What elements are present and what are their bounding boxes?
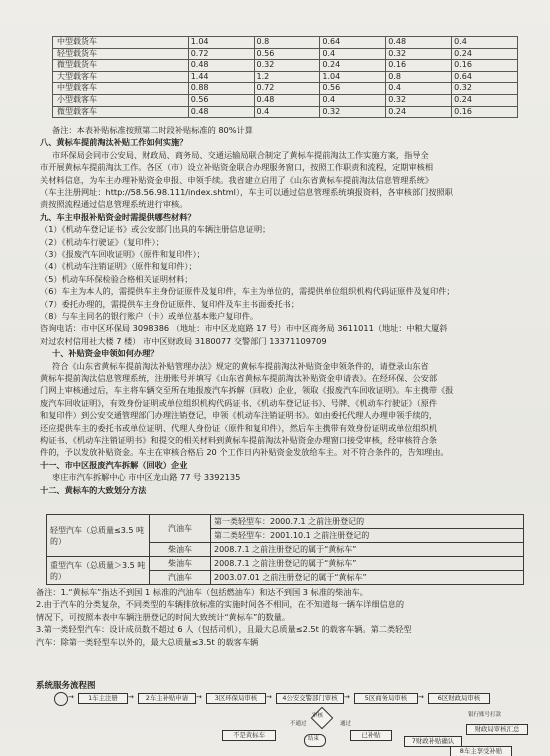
subsidy-value-cell: 0.72 (254, 83, 320, 95)
flow-step: 8车主享受补贴 (450, 746, 512, 756)
text-line: 枣庄市汽车拆解中心 市中区龙山路 77 号 3392135 (52, 472, 241, 483)
text-line: 门网上审核通过后，车主将车辆交至所在地报废汽车拆解（回收）企业，领取《报废汽车回收证明》。车主携带《报 (40, 385, 454, 396)
flow-label: 银行账号打款 (468, 712, 502, 718)
subsidy-value-cell: 0.4 (452, 37, 518, 49)
subsidy-value-cell: 0.48 (188, 106, 254, 118)
flow-step: 2车主补贴申请 (138, 693, 196, 704)
text-line: 还应提供车主的委托书或单位证明、代理人身份证（原件和复印件），然后车主携带有效身份证明或单位组织机 (40, 422, 438, 433)
subsidy-value-cell: 0.32 (386, 94, 452, 106)
subsidy-value-cell: 0.24 (386, 106, 452, 118)
text-line: （3）《报废汽车回收证明》（原件和复印件）； (40, 249, 205, 259)
subsidy-value-cell: 0.64 (320, 37, 386, 49)
subsidy-value-cell: 0.16 (452, 60, 518, 72)
text-line: （1）《机动车登记证书》或公安部门出具的车辆注册信息证明； (40, 224, 271, 235)
text-line: （7）委托办理的，需提供车主身份证原件、复印件及车主书面委托书； (40, 298, 300, 309)
group-cell: 轻型汽车（总质量≤3.5 吨的） (47, 515, 150, 557)
fuel-type-cell: 汽油车 (150, 571, 211, 585)
subsidy-value-cell: 0.8 (386, 71, 452, 83)
flow-step: 7财政补贴确认 (404, 736, 462, 747)
text-line: 市环保局会同市公安局、财政局、商务局、交通运输局联合制定了黄标车提前淘汰工作实施方案，指导全 (52, 149, 429, 160)
service-flowchart (54, 690, 544, 756)
vehicle-type-cell: 小型载客车 (53, 94, 189, 106)
text-line: 对过农村信用社大楼 7 楼） 市中区财政局 3180077 交警部门 13371109709 (40, 335, 327, 346)
note-line: 2.由于汽车的分类复杂，不同类型的车辆排放标准的实施时间各不相同，在不知道每一辆车详细信息的 (36, 599, 405, 610)
desc-cell: 2003.07.01 之前注册登记的属于“黄标车” (211, 571, 524, 585)
text-line: 构证书、《机动车注销证明书》和提交的相关材料到黄标车提前淘汰补贴资金办理窗口接受审核，经审核符合条 (40, 435, 438, 445)
desc-cell: 第一类轻型车：2000.7.1 之前注册登记的 (211, 515, 524, 529)
flow-label: 审核 (312, 713, 324, 719)
vehicle-type-cell: 大型载客车 (53, 71, 189, 83)
subsidy-value-cell: 0.24 (452, 94, 518, 106)
vehicle-type-cell: 中型载货车 (53, 37, 189, 49)
vehicle-classification-table (46, 514, 524, 585)
subsidy-value-cell: 0.24 (452, 48, 518, 60)
note-line: 情况下，可按照本表中车辆注册登记的时间大致统计“黄标车”的数量。 (36, 611, 291, 622)
subsidy-value-cell: 0.32 (386, 48, 452, 60)
start-node-icon (54, 692, 68, 706)
table-row (53, 94, 518, 106)
subsidy-value-cell: 0.48 (254, 94, 320, 106)
vehicle-type-cell: 微型载货车 (53, 60, 189, 72)
subsidy-value-cell: 0.56 (320, 83, 386, 95)
fuel-type-cell: 柴油车 (150, 543, 211, 557)
section-heading: 十二、黄标车的大致划分方法 (40, 484, 147, 495)
note-line: 备注：1.“黄标车”指达不到国 1 标准的汽油车（包括燃油车）和达不到国 3 标准的柴油车。 (36, 587, 368, 597)
subsidy-value-cell: 0.4 (254, 106, 320, 118)
arrow-icon: → (266, 693, 272, 701)
subsidy-value-cell: 0.24 (320, 60, 386, 72)
table-row (53, 83, 518, 95)
flow-step: 5区商务局审核 (354, 693, 418, 704)
section-heading: 十、补贴资金申领如何办理？ (52, 348, 159, 359)
subsidy-value-cell: 0.32 (320, 106, 386, 118)
vehicle-type-cell: 微型载客车 (53, 106, 189, 118)
flow-step: 已补贴 (350, 730, 392, 741)
text-line: （5）机动车环保检验合格相关证明材料； (40, 273, 193, 284)
flow-step: 4公安交警部门审核 (276, 693, 344, 704)
subsidy-value-cell: 0.4 (386, 83, 452, 95)
text-line: （8）与车主同名的银行账户（卡）或单位基本账户复印件。 (40, 311, 259, 321)
flowchart-title: 系统服务流程图 (36, 681, 96, 691)
subsidy-value-cell: 0.8 (254, 37, 320, 49)
subsidy-value-cell: 0.56 (188, 94, 254, 106)
text-line: 黄标车提前淘汰信息管理系统，注册账号并填写《山东省黄标车提前淘汰补贴资金申请表》。在经环保、公安部 (40, 373, 438, 383)
text-line: （2）《机动车行驶证》（复印件）； (40, 236, 164, 247)
text-line: （4）《机动车注销证明》（原件和复印件）； (40, 261, 197, 272)
text-line: （6）车主为本人的，需提供车主身份证原件及复印件，车主为单位的，需提供单位组织机构代码证原件及复印件； (40, 286, 455, 297)
text-line: 件的，予以发放补贴资金。车主在审核合格后 20 个工作日内补贴资金发放给车主。对不符合条件的，告知理由。 (40, 447, 449, 458)
text-line: 符合《山东省黄标车提前淘汰补贴管理办法》规定的黄标车提前淘汰补贴资金申领条件的，请登录山东省 (52, 360, 429, 371)
arrow-icon: → (344, 693, 350, 701)
subsidy-value-cell: 0.16 (452, 106, 518, 118)
arrow-icon: → (128, 693, 134, 701)
desc-cell: 第二类轻型车：2001.10.1 之前注册登记的 (211, 529, 524, 543)
flow-step: 财政局审核汇总 (466, 724, 528, 735)
arrow-icon: → (68, 693, 74, 701)
subsidy-value-cell: 0.4 (320, 48, 386, 60)
subsidy-value-cell: 1.04 (188, 37, 254, 49)
subsidy-value-cell: 0.48 (188, 60, 254, 72)
subsidy-value-cell: 0.32 (452, 83, 518, 95)
text-line: （车主注册网址：http://58.56.98.111/index.shtml），车主可以通过信息管理系统填报资料，各审核部门按照职 (40, 187, 453, 197)
fuel-type-cell: 汽油车 (150, 515, 211, 543)
section-heading: 九、车主申报补贴资金时需提供哪些材料？ (40, 211, 196, 222)
text-line: 备注：本表补贴标准按照第二时段补贴标准的 80%计算 (52, 125, 253, 135)
text-line: 废汽车回收证明》，有效身份证明或单位组织机构代码证书、《机动车登记证书》、号牌、《机动车行驶证》（原件 (40, 397, 438, 408)
notes (36, 586, 536, 648)
subsidy-value-cell: 0.16 (386, 60, 452, 72)
flow-step: 6区财政局审核 (428, 693, 490, 704)
table-row (47, 515, 524, 529)
text-line: 关材料信息，为车主办理补贴资金申报、申领手续。我省建立启用了《山东省黄标车提前淘汰信息管理系统》 (40, 174, 434, 185)
table-row (47, 557, 524, 571)
subsidy-value-cell: 0.48 (386, 37, 452, 49)
table-row (53, 106, 518, 118)
subsidy-value-cell: 0.32 (254, 60, 320, 72)
flow-label: 通过 (340, 721, 352, 727)
desc-cell: 2008.7.1 之前注册登记的属于“黄标车” (211, 557, 524, 571)
subsidy-value-cell: 1.04 (320, 71, 386, 83)
note-line: 汽车：除第一类轻型车以外的，最大总质量≤3.5t 的载客车辆 (36, 636, 259, 647)
flow-label: 结束 (308, 736, 320, 742)
table-row (53, 48, 518, 60)
desc-cell: 2008.7.1 之前注册登记的属于“黄标车” (211, 543, 524, 557)
flow-step: 不是黄标车 (222, 730, 276, 741)
flow-label: 不通过 (290, 721, 307, 727)
vehicle-type-cell: 轻型载货车 (53, 48, 189, 60)
table-row (53, 71, 518, 83)
vehicle-type-cell: 中型载客车 (53, 83, 189, 95)
table-row (53, 60, 518, 72)
group-cell: 重型汽车（总质量＞3.5 吨的） (47, 557, 150, 585)
subsidy-value-cell: 0.88 (188, 83, 254, 95)
subsidy-value-cell: 0.56 (254, 48, 320, 60)
section-heading: 十一、市中区报废汽车拆解（回收）企业 (40, 459, 188, 470)
fuel-type-cell: 柴油车 (150, 557, 211, 571)
flow-step: 1车主注册 (78, 693, 128, 704)
subsidy-value-cell: 0.4 (320, 94, 386, 106)
text-line: 市开展黄标车提前淘汰工作。各区（市）设立补贴资金联合办理服务窗口，按照工作职责和流程，定期审核相 (40, 162, 434, 173)
text-line: 咨询电话：市中区环保局 3098386 （地址：市中区龙庭路 17 号）市中区商务局 3611011（地址：中粮大厦斜 (40, 323, 448, 334)
subsidy-value-cell: 1.2 (254, 71, 320, 83)
subsidy-value-cell: 1.44 (188, 71, 254, 83)
flow-step: 3区环保局审核 (206, 693, 266, 704)
text-line: 和复印件）到公安交通管理部门办理注销登记，申领《机动车注销证明书》。如由委托代理人办理申领手续的， (40, 410, 438, 421)
subsidy-value-cell: 0.64 (452, 71, 518, 83)
text-line: 责按照流程通过信息管理系统进行审核。 (40, 199, 188, 210)
arrow-icon: → (196, 693, 202, 701)
subsidy-value-cell: 0.72 (188, 48, 254, 60)
section-heading: 八、黄标车提前淘汰补贴工作如何实施？ (40, 137, 188, 148)
subsidy-standard-table (52, 36, 518, 118)
table-row (53, 37, 518, 49)
note-line: 3.第一类轻型汽车：设计成员数不超过 6 人（包括司机），且最大总质量≤2.5t 的载客车辆。第二类轻型 (36, 624, 412, 635)
arrow-icon: → (418, 693, 424, 701)
